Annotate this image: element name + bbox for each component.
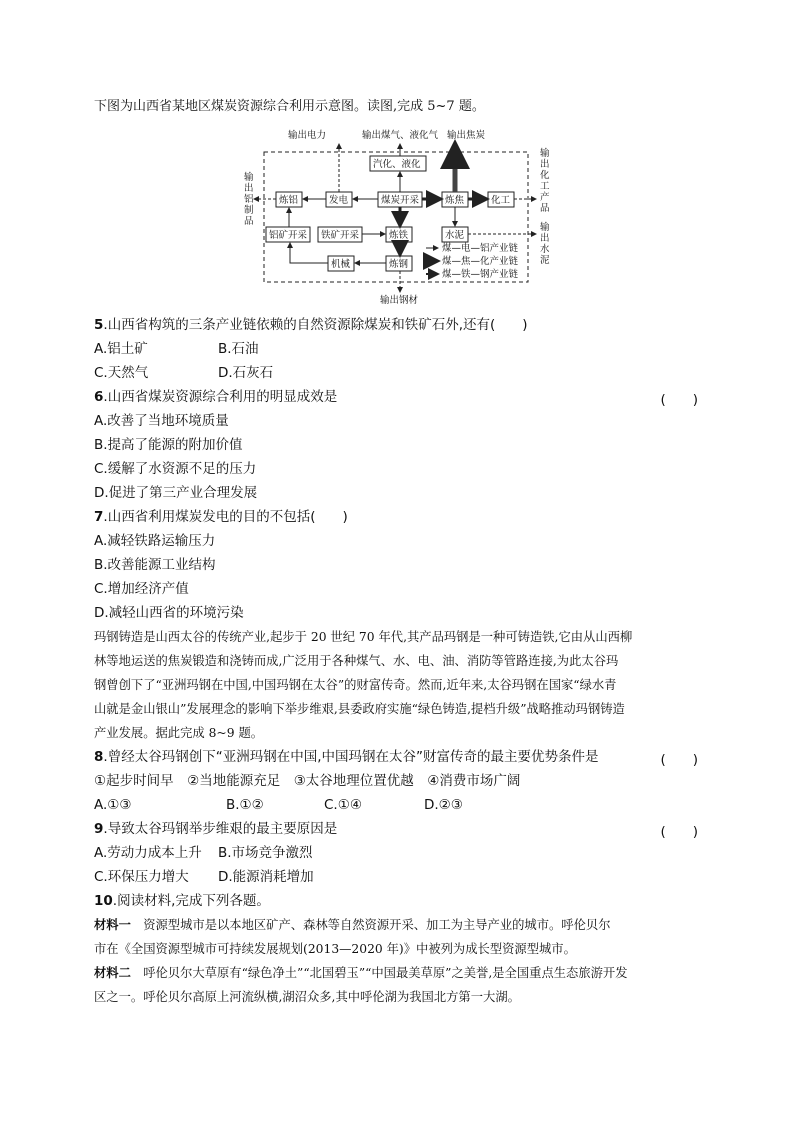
q6-paren: ( ) — [660, 392, 698, 408]
svg-text:化: 化 — [540, 170, 550, 181]
q8-opt-c[interactable]: C.①④ — [324, 797, 362, 813]
svg-text:品: 品 — [540, 203, 550, 214]
passage-line-3: 钢曾创下了“亚洲玛钢在中国,中国玛钢在太谷”的财富传奇。然而,近年来,太谷玛钢在国家“绿水青 — [94, 678, 617, 692]
intro-text: 下图为山西省某地区煤炭资源综合利用示意图。读图,完成 5~7 题。 — [94, 99, 485, 114]
q6-opt-a[interactable]: A.改善了当地环境质量 — [94, 413, 229, 429]
box-steel: 炼钢 — [389, 259, 409, 270]
q5-stem: 5.山西省构筑的三条产业链依赖的自然资源除煤炭和铁矿石外,还有( ) — [94, 317, 528, 333]
q7-opt-a[interactable]: A.减轻铁路运输压力 — [94, 533, 216, 549]
q5-opts-1 — [94, 340, 259, 358]
box-smelt-al: 炼铝 — [279, 195, 299, 206]
output-power-label: 输出电力 — [288, 130, 327, 141]
box-power-gen: 发电 — [329, 195, 349, 206]
q8-opt-a[interactable]: A.①③ — [94, 797, 132, 813]
q6-opt-c[interactable]: C.缓解了水资源不足的压力 — [94, 461, 257, 477]
passage-line-2: 林等地运送的焦炭锻造和浇铸而成,广泛用于各种煤气、水、电、油、消防等管路连接,为此太谷玛 — [94, 654, 619, 668]
svg-text:输: 输 — [540, 148, 550, 159]
q5-opt-a[interactable]: A.铝土矿 — [94, 341, 148, 357]
q9-stem: 9.导致太谷玛钢举步维艰的最主要原因是 — [94, 821, 338, 837]
output-coke-label: 输出焦炭 — [447, 130, 486, 141]
q10-material-1-line-1: 材料一 资源型城市是以本地区矿产、森林等自然资源开采、加工为主导产业的城市。呼伦贝尔 — [94, 917, 611, 932]
output-cement-label — [540, 221, 550, 266]
q8-items: ①起步时间早 ②当地能源充足 ③太谷地理位置优越 ④消费市场广阔 — [94, 773, 521, 789]
output-gas-label: 输出煤气、液化气 — [362, 130, 439, 141]
box-coal-mine: 煤炭开采 — [381, 195, 420, 206]
box-iron-mine: 铁矿开采 — [321, 230, 360, 241]
q9-opt-d[interactable]: D.能源消耗增加 — [218, 869, 314, 885]
passage-line-5: 产业发展。据此完成 8~9 题。 — [94, 726, 264, 740]
q8-opts — [94, 796, 463, 814]
svg-text:工: 工 — [540, 181, 550, 192]
svg-text:输: 输 — [244, 172, 254, 183]
q9-opts-1 — [94, 844, 313, 862]
q10-stem: 10.阅读材料,完成下列各题。 — [94, 893, 270, 909]
svg-text:产: 产 — [540, 192, 550, 203]
q10-material-2-line-2: 区之一。呼伦贝尔高原上河流纵横,湖沼众多,其中呼伦湖为我国北方第一大湖。 — [94, 990, 520, 1004]
box-chemical: 化工 — [491, 195, 511, 206]
q8-stem: 8.曾经太谷玛钢创下“亚洲玛钢在中国,中国玛钢在太谷”财富传奇的最主要优势条件是 — [94, 749, 599, 765]
q9-opt-b[interactable]: B.市场竞争激烈 — [218, 845, 313, 861]
q9-opts-2 — [94, 868, 314, 886]
q5-opt-b[interactable]: B.石油 — [218, 341, 259, 357]
q8-opt-d[interactable]: D.②③ — [424, 797, 463, 813]
q9-opt-a[interactable]: A.劳动力成本上升 — [94, 845, 202, 861]
svg-text:制: 制 — [244, 205, 254, 216]
legend-3: 煤—铁—钢产业链 — [442, 269, 519, 280]
legend-1: 煤—电—铝产业链 — [442, 243, 519, 254]
box-iron-smelt: 炼铁 — [389, 230, 409, 241]
q9-paren: ( ) — [660, 824, 698, 840]
q8-paren: ( ) — [660, 752, 698, 768]
box-cement: 水泥 — [445, 230, 465, 241]
q7-opt-b[interactable]: B.改善能源工业结构 — [94, 557, 216, 573]
q7-opt-d[interactable]: D.减轻山西省的环境污染 — [94, 605, 244, 621]
output-chem-label — [540, 147, 550, 214]
svg-text:泥: 泥 — [540, 255, 550, 266]
q5-opts-2 — [94, 364, 273, 382]
q10-material-2-line-1: 材料二 呼伦贝尔大草原有“绿色净土”“北国碧玉”“中国最美草原”之美誉,是全国重点生态旅游开发 — [94, 965, 628, 980]
svg-text:品: 品 — [244, 216, 254, 227]
svg-text:输: 输 — [540, 222, 550, 233]
legend-2: 煤—焦—化产业链 — [442, 256, 519, 267]
output-steel-label: 输出钢材 — [380, 295, 419, 306]
box-coking: 炼焦 — [445, 195, 465, 206]
q8-opt-b[interactable]: B.①② — [226, 797, 264, 813]
q7-opt-c[interactable]: C.增加经济产值 — [94, 581, 189, 597]
passage-line-1: 玛钢铸造是山西太谷的传统产业,起步于 20 世纪 70 年代,其产品玛钢是一种可铸造铁,它由从山西柳 — [94, 630, 633, 644]
svg-text:出: 出 — [244, 183, 254, 194]
q7-stem: 7.山西省利用煤炭发电的目的不包括( ) — [94, 509, 348, 525]
svg-text:铝: 铝 — [244, 194, 254, 205]
svg-text:出: 出 — [540, 233, 550, 244]
output-alum-label — [244, 171, 254, 227]
box-machinery: 机械 — [331, 259, 351, 270]
q10-material-1-line-2: 市在《全国资源型城市可持续发展规划(2013—2020 年)》中被列为成长型资源型城市。 — [94, 942, 576, 956]
svg-text:水: 水 — [540, 244, 550, 255]
q9-opt-c[interactable]: C.环保压力增大 — [94, 869, 189, 885]
coal-utilization-diagram — [240, 126, 560, 306]
q6-stem: 6.山西省煤炭资源综合利用的明显成效是 — [94, 389, 338, 405]
q6-opt-b[interactable]: B.提高了能源的附加价值 — [94, 437, 243, 453]
box-gasify: 汽化、液化 — [373, 159, 421, 170]
passage-line-4: 山就是金山银山”发展理念的影响下举步维艰,县委政府实施“绿色铸造,提档升级”战略推动玛钢铸造 — [94, 702, 625, 716]
box-bauxite: 铝矿开采 — [269, 230, 308, 241]
svg-text:出: 出 — [540, 159, 550, 170]
q5-opt-c[interactable]: C.天然气 — [94, 365, 149, 381]
q5-opt-d[interactable]: D.石灰石 — [218, 365, 274, 381]
q6-opt-d[interactable]: D.促进了第三产业合理发展 — [94, 485, 258, 501]
